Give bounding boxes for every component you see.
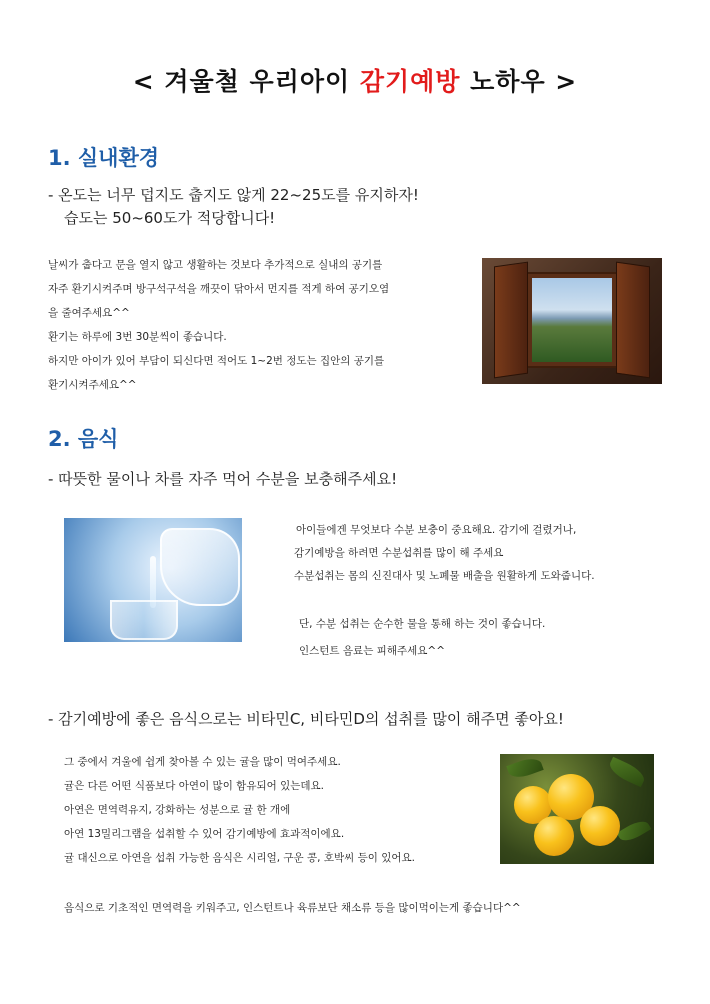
pitcher	[160, 528, 240, 606]
section1-para-line: 자주 환기시켜주며 방구석구석을 깨끗이 닦아서 먼지를 적게 하여 공기오염	[48, 283, 390, 295]
section1-para-line: 환기시켜주세요^^	[48, 379, 137, 391]
page-title	[0, 62, 710, 98]
title-prefix: < 겨울철 우리아이	[132, 67, 360, 96]
leaf	[617, 817, 652, 845]
citrus-text-line: 귤 대신으로 아연을 섭취 가능한 음식은 시리얼, 구운 콩, 호박씨 등이 있어요.	[64, 852, 416, 864]
citrus-text-line: 그 중에서 겨울에 쉽게 찾아볼 수 있는 귤을 많이 먹여주세요.	[64, 756, 341, 768]
window-view	[532, 278, 612, 362]
section1-bullet-line1: - 온도는 너무 덥지도 춥지도 않게 22~25도를 유지하자!	[48, 186, 419, 204]
leaf	[606, 757, 647, 788]
left-shutter	[494, 262, 528, 379]
water-text-line: 수분섭취는 몸의 신진대사 및 노폐물 배출을 원활하게 도와줍니다.	[294, 570, 595, 582]
water-text-line: 인스턴트 음료는 피해주세요^^	[299, 645, 445, 657]
water-text-line: 아이들에겐 무엇보다 수분 보충이 중요해요. 감기에 걸렸거나,	[296, 524, 577, 536]
section2-bullet2: - 감기예방에 좋은 음식으로는 비타민C, 비타민D의 섭취를 많이 해주면 좋아요!	[48, 710, 564, 728]
section1-para-line: 환기는 하루에 3번 30분씩이 좋습니다.	[48, 331, 227, 343]
section1-para-line: 을 줄여주세요^^	[48, 307, 130, 319]
citrus-text-line: 귤은 다른 어떤 식품보다 아연이 많이 함유되어 있는데요.	[64, 780, 324, 792]
section1-para-line: 하지만 아이가 있어 부담이 되신다면 적어도 1~2번 정도는 집안의 공기를	[48, 355, 385, 367]
water-glass	[110, 600, 178, 640]
citrus-text-line: 아연은 면역력유지, 강화하는 성분으로 귤 한 개에	[64, 804, 291, 816]
section2-heading: 2. 음식	[48, 427, 119, 451]
title-suffix: 노하우 >	[460, 67, 578, 96]
section1-heading: 1. 실내환경	[48, 146, 160, 170]
citrus-text-line: 아연 13밀리그램을 섭취할 수 있어 감기예방에 효과적이에요.	[64, 828, 345, 840]
open-window-photo	[482, 258, 662, 384]
section1-para-line: 날씨가 춥다고 문을 열지 않고 생활하는 것보다 추가적으로 실내의 공기를	[48, 259, 383, 271]
title-highlight: 감기예방	[359, 67, 461, 96]
section1-bullet-line2: 습도는 50~60도가 적당합니다!	[64, 209, 276, 227]
section2-closing: 음식으로 기초적인 면역력을 키워주고, 인스턴트나 육류보단 채소류 등을 많이먹이는게 좋습니다^^	[64, 902, 521, 914]
tangerine	[580, 806, 620, 846]
window-frame	[526, 272, 618, 368]
water-pouring-photo	[64, 518, 242, 642]
section2-bullet1: - 따뜻한 물이나 차를 자주 먹어 수분을 보충해주세요!	[48, 470, 398, 488]
right-shutter	[616, 262, 650, 379]
tangerine	[534, 816, 574, 856]
leaf	[506, 755, 543, 782]
tangerines-photo	[500, 754, 654, 864]
water-text-line: 단, 수분 섭취는 순수한 물을 통해 하는 것이 좋습니다.	[299, 618, 546, 630]
water-text-line: 감기예방을 하려면 수분섭취를 많이 해 주세요	[294, 547, 504, 559]
